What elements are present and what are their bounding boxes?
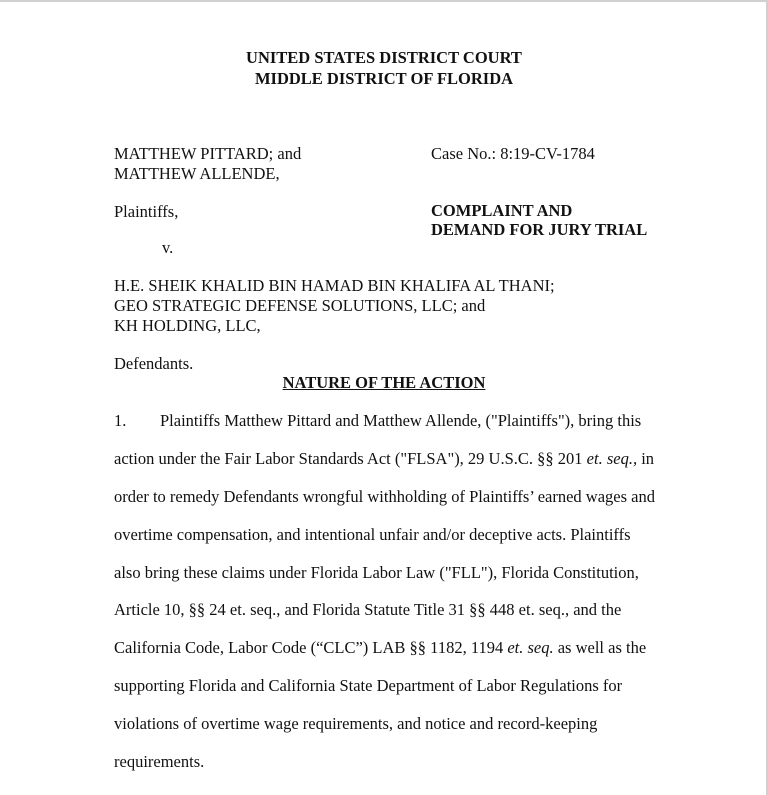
paragraph-line-3: order to remedy Defendants wrongful withholding of Plaintiffs’ earned wages and [114,487,655,506]
plaintiff-name-1: MATTHEW PITTARD; and [114,144,302,163]
defendant-name-2: GEO STRATEGIC DEFENSE SOLUTIONS, LLC; and [114,296,486,315]
line-2-tail: in [637,449,655,468]
defendants-label: Defendants. [114,354,194,373]
defendant-name-1: H.E. SHEIK KHALID BIN HAMAD BIN KHALIFA AL THANI; [114,276,555,295]
paragraph-number: 1. [114,411,127,430]
paragraph-line-9: violations of overtime wage requirements, and notice and record-keeping [114,714,598,733]
document-title-line2: DEMAND FOR JURY TRIAL [431,220,648,239]
line-2-text: action under the Fair Labor Standards Act ("FLSA"), 29 U.S.C. §§ 201 [114,449,587,468]
paragraph-line-6: Article 10, §§ 24 et. seq., and Florida Statute Title 31 §§ 448 et. seq., and the [114,600,622,619]
plaintiff-name-2: MATTHEW ALLENDE, [114,164,280,183]
line-7-italic: et. seq. [507,638,554,657]
paragraph-line-7 [114,638,646,658]
paragraph-line-1: Plaintiffs Matthew Pittard and Matthew Allende, ("Plaintiffs"), bring this [160,411,642,430]
line-2-italic: et. seq., [586,449,638,468]
court-name: UNITED STATES DISTRICT COURT [246,48,522,67]
court-district: MIDDLE DISTRICT OF FLORIDA [254,69,514,88]
paragraph-line-4: overtime compensation, and intentional unfair and/or deceptive acts. Plaintiffs [114,525,631,544]
paragraph-line-8: supporting Florida and California State Department of Labor Regulations for [114,676,623,695]
document-title-line1: COMPLAINT AND [431,201,573,220]
line-7-tail: as well as the [553,638,647,657]
paragraph-line-10: requirements. [114,752,205,771]
plaintiffs-label: Plaintiffs, [114,202,179,221]
defendant-name-3: KH HOLDING, LLC, [114,316,261,335]
versus: v. [162,238,174,257]
case-number: Case No.: 8:19-CV-1784 [431,144,595,163]
paragraph-line-2 [114,449,654,469]
section-heading: NATURE OF THE ACTION [282,373,486,392]
line-7-text: California Code, Labor Code (“CLC”) LAB §§ 1182, 1194 [114,638,508,657]
paragraph-line-5: also bring these claims under Florida Labor Law ("FLL"), Florida Constitution, [114,563,639,582]
